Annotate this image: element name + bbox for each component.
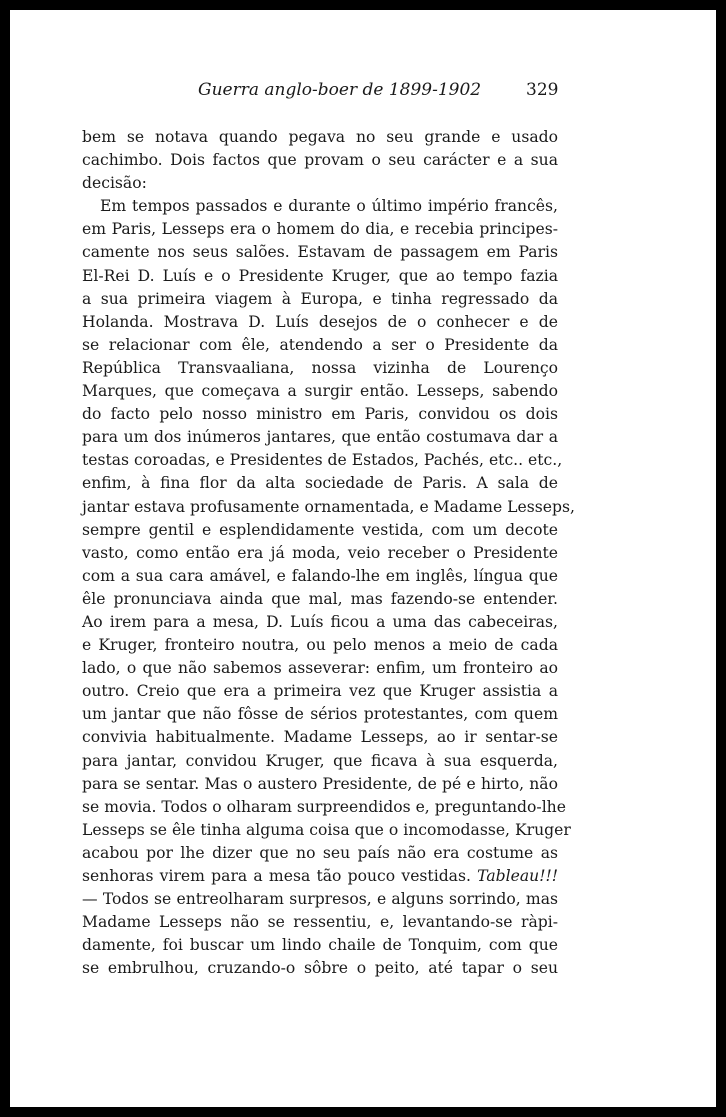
text-line: cachimbo. Dois factos que provam o seu carácter e a sua — [82, 151, 558, 170]
text-line: jantar estava profusamente ornamentada, e Madame Lesseps, — [82, 497, 575, 516]
text-line: camente nos seus salões. Estavam de passagem em Paris — [82, 243, 558, 262]
text-line: para se sentar. Mas o austero Presidente, de pé e hirto, não — [82, 774, 558, 793]
text-line: se relacionar com êle, atendendo a ser o Presidente da — [82, 335, 558, 354]
text-line: êle pronunciava ainda que mal, mas fazendo-se entender. — [82, 589, 558, 608]
book-page — [10, 10, 716, 1107]
text-line: convivia habitualmente. Madame Lesseps, ao ir sentar-se — [82, 728, 558, 747]
text-line: sempre gentil e esplendidamente vestida, com um decote — [82, 520, 558, 539]
text-line: se movia. Todos o olharam surpreendidos e, preguntando-lhe — [82, 797, 566, 816]
text-line: Madame Lesseps não se ressentiu, e, levantando-se ràpi- — [82, 913, 558, 932]
text-line: vasto, como então era já moda, veio receber o Presidente — [82, 543, 558, 562]
text-line: enfim, à fina flor da alta sociedade de Paris. A sala de — [82, 474, 558, 493]
text-line: El-Rei D. Luís e o Presidente Kruger, que ao tempo fazia — [82, 266, 558, 285]
text-line: e Kruger, fronteiro noutra, ou pelo menos a meio de cada — [82, 636, 558, 655]
running-title: Guerra anglo-boer de 1899-1902 — [198, 80, 482, 100]
text-line: para um dos inúmeros jantares, que então costumava dar a — [82, 428, 558, 447]
text-line: a sua primeira viagem à Europa, e tinha regressado da — [82, 289, 558, 308]
page-header — [10, 80, 716, 104]
text-line: Ao irem para a mesa, D. Luís ficou a uma das cabeceiras, — [82, 612, 558, 631]
text-line: damente, foi buscar um lindo chaile de Tonquim, com que — [82, 936, 558, 955]
text-line: — Todos se entreolharam surpresos, e alguns sorrindo, mas — [82, 890, 558, 909]
text-line: do facto pelo nosso ministro em Paris, convidou os dois — [82, 405, 558, 424]
text-line: se embrulhou, cruzando-o sôbre o peito, até tapar o seu — [82, 959, 558, 978]
text-line: decisão: — [82, 174, 147, 193]
body-text — [82, 126, 575, 980]
text-line: Marques, que começava a surgir então. Lesseps, sabendo — [82, 382, 558, 401]
text-line: testas coroadas, e Presidentes de Estados, Pachés, etc.. etc., — [82, 451, 563, 470]
text-line: acabou por lhe dizer que no seu país não era costume as — [82, 843, 558, 862]
emphasis-text: Tableau!!! — [477, 867, 558, 885]
text-line: lado, o que não sabemos asseverar: enfim, um fronteiro ao — [82, 659, 558, 678]
text-line: Em tempos passados e durante o último império francês, — [100, 197, 558, 216]
text-line: um jantar que não fôsse de sérios protestantes, com quem — [82, 705, 558, 724]
text-line: em Paris, Lesseps era o homem do dia, e recebia principes- — [82, 220, 558, 239]
text-line: com a sua cara amável, e falando-lhe em inglês, língua que — [82, 566, 558, 585]
text-line: Holanda. Mostrava D. Luís desejos de o conhecer e de — [82, 312, 558, 331]
page-number: 329 — [526, 80, 559, 100]
text-line: Lesseps se êle tinha alguma coisa que o incomodasse, Kruger — [82, 820, 571, 839]
text-segment: senhoras virem para a mesa tão pouco vestidas. — [82, 867, 471, 885]
text-line: para jantar, convidou Kruger, que ficava à sua esquerda, — [82, 751, 558, 770]
text-line: bem se notava quando pegava no seu grande e usado — [82, 128, 558, 146]
text-line: outro. Creio que era a primeira vez que Kruger assistia a — [82, 682, 558, 701]
text-line: República Transvaaliana, nossa vizinha de Lourenço — [82, 358, 558, 377]
text-line-with-emphasis — [82, 865, 558, 888]
